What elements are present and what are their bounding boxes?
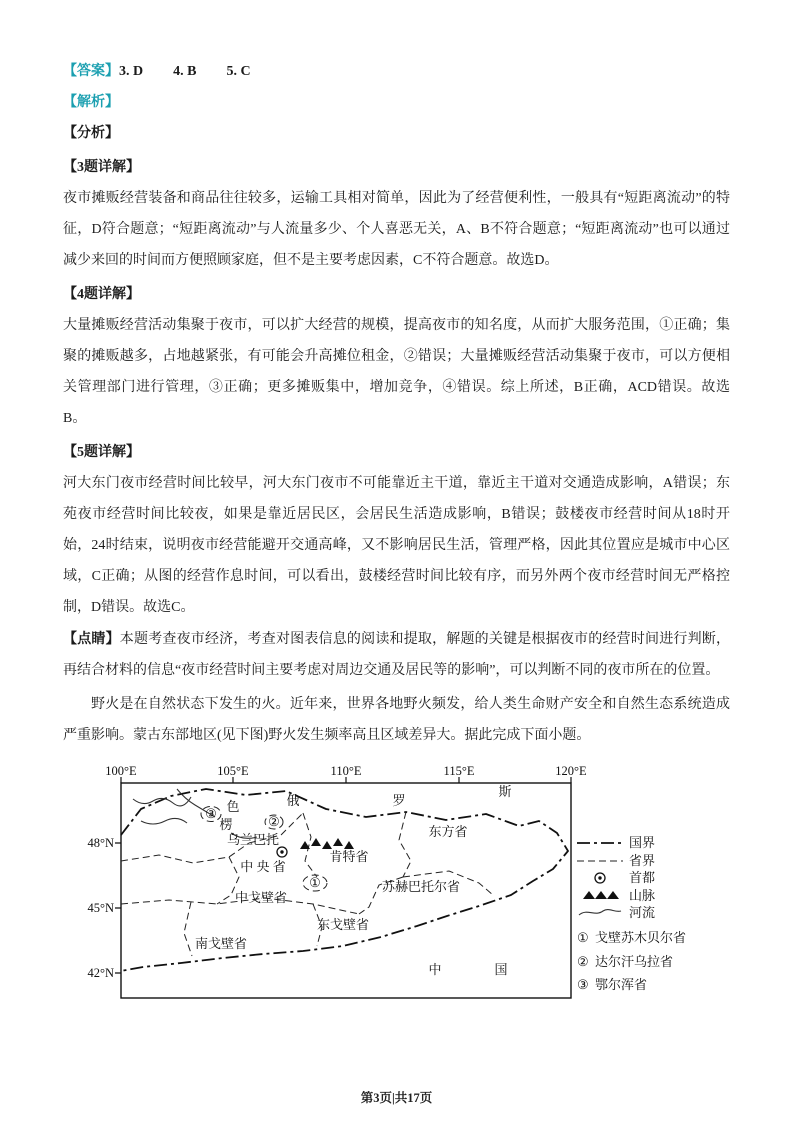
lat-label-48n: 48°N	[87, 836, 114, 850]
province-border	[184, 902, 192, 956]
page-footer: 第3页|共17页	[360, 1091, 433, 1105]
section-4-title: 【4题详解】	[63, 287, 140, 302]
note-3-label: 鄂尔浑省	[595, 977, 648, 992]
note-1-num: ①	[577, 930, 589, 945]
legend-mountain-icon	[583, 891, 619, 899]
label-russia-2: 罗	[392, 793, 406, 808]
lat-label-42n: 42°N	[87, 966, 114, 980]
note-2-label: 达尔汗乌拉省	[595, 954, 674, 969]
map-figure	[81, 765, 730, 1025]
answer-item-4: 4. B	[173, 64, 197, 79]
national-border	[121, 789, 568, 971]
legend-label-national: 国界	[629, 835, 656, 850]
legend-label-mountain: 山脉	[629, 888, 656, 903]
label-china-2: 国	[494, 962, 508, 977]
longitude-ticks	[121, 777, 571, 783]
lon-label-105e: 105°E	[217, 765, 249, 778]
mountain-range	[300, 838, 354, 849]
answer-line	[63, 56, 730, 87]
label-dornogovi: 东戈壁省	[316, 917, 370, 932]
legend-label-capital: 首都	[629, 870, 656, 885]
label-marker-3: ③	[205, 806, 217, 821]
section-5-body: 河大东门夜市经营时间比较早，河大东门夜市不可能靠近主干道，靠近主干道对交通造成影响，A错误；东苑夜市经营时间比较夜，如果是靠近居民区，会居民生活造成影响，B错误；鼓楼夜市经营时间从18时开始，24时结束，说明夜市经营能避开交通高峰，又不影响居民生活，管理严格，因此其位置应是城市中心区域，C正确；从图的经营作息时间，可以看出，鼓楼经营时间比较有序，而另外两个夜市经营时间无严格控制，D错误。故选C。	[63, 476, 730, 615]
label-russia-1: 俄	[286, 793, 300, 808]
label-tov: 中 央 省	[240, 859, 286, 874]
label-khentii: 肯特省	[329, 849, 369, 864]
answer-item-5: 5. C	[226, 64, 251, 79]
legend-label-province: 省界	[629, 853, 656, 868]
answer-item-3: 3. D	[119, 64, 144, 79]
label-russia-3: 斯	[498, 784, 512, 799]
capital-icon-dot	[280, 850, 283, 853]
section-4-body: 大量摊贩经营活动集聚于夜市，可以扩大经营的规模，提高夜市的知名度，从而扩大服务范围，①正确；集聚的摊贩越多，占地越紧张，有可能会升高摊位租金，②错误；大量摊贩经营活动集聚于夜市，可以方便相关管理部门进行管理，③正确；更多摊贩集中，增加竞争，④错误。综上所述，B正确，ACD错误。故选 B。	[63, 318, 730, 426]
dianjing-paragraph	[63, 624, 730, 686]
lon-label-100e: 100°E	[105, 765, 137, 778]
label-omnogovi: 南戈壁省	[194, 936, 248, 951]
label-dornod: 东方省	[428, 824, 468, 839]
lon-label-110e: 110°E	[330, 765, 362, 778]
note-2-num: ②	[577, 954, 589, 969]
section-3-body: 夜市摊贩经营装备和商品往往较多，运输工具相对简单，因此为了经营便利性，一般具有“短距离流动”的特征，D符合题意；“短距离流动”与人流量多少、个人喜恶无关，A、B不符合题意；“短距离流动”也可以通过减少来回的时间而方便照顾家庭，但不是主要考虑因素，C不符合题意。故选D。	[63, 191, 730, 268]
lon-label-115e: 115°E	[443, 765, 475, 778]
lon-label-120e: 120°E	[555, 765, 587, 778]
legend-label-river: 河流	[629, 905, 656, 920]
label-china-1: 中	[428, 962, 442, 977]
river-line	[141, 818, 187, 824]
fenxi-line	[63, 118, 730, 149]
label-marker-2: ②	[268, 814, 280, 829]
dianjing-body: 本题考查夜市经济，考查对图表信息的阅读和提取，解题的关键是根据夜市的经营时间进行判断，再结合材料的信息“夜市经营时间主要考虑对周边交通及居民等的影响”，可以判断不同的夜市所在的位置。	[63, 632, 731, 678]
river-line	[133, 797, 191, 806]
latitude-ticks	[115, 843, 121, 973]
section-5-title: 【5题详解】	[63, 445, 140, 460]
jiexi-line	[63, 87, 730, 118]
passage-paragraph: 野火是在自然状态下发生的火。近年来，世界各地野火频发，给人类生命财产安全和自然生态系统造成严重影响。蒙古东部地区(见下图)野火发生频率高且区域差异大。据此完成下面小题。	[63, 697, 730, 743]
note-3-num: ③	[577, 977, 589, 992]
province-border	[399, 812, 411, 877]
answer-label: 【答案】	[63, 64, 119, 79]
section-3-title: 【3题详解】	[63, 160, 140, 175]
dianjing-label: 【点睛】	[63, 632, 120, 647]
label-sukhbaatar: 苏赫巴托尔省	[381, 879, 461, 894]
mongolia-map	[81, 765, 737, 1013]
note-1-label: 戈壁苏木贝尔省	[595, 930, 687, 945]
label-selenge-1: 色	[226, 799, 240, 814]
lat-label-45n: 45°N	[87, 901, 114, 915]
legend-river-icon	[579, 910, 621, 915]
jiexi-label: 【解析】	[63, 95, 119, 110]
fenxi-label: 【分析】	[63, 126, 119, 141]
label-dundgovi: 中戈壁省	[234, 890, 288, 905]
label-selenge-2: 楞	[219, 817, 233, 832]
legend-capital-icon-dot	[598, 876, 601, 879]
label-ulaanbaatar: 乌兰巴托	[226, 832, 280, 847]
label-marker-1: ①	[309, 875, 321, 890]
